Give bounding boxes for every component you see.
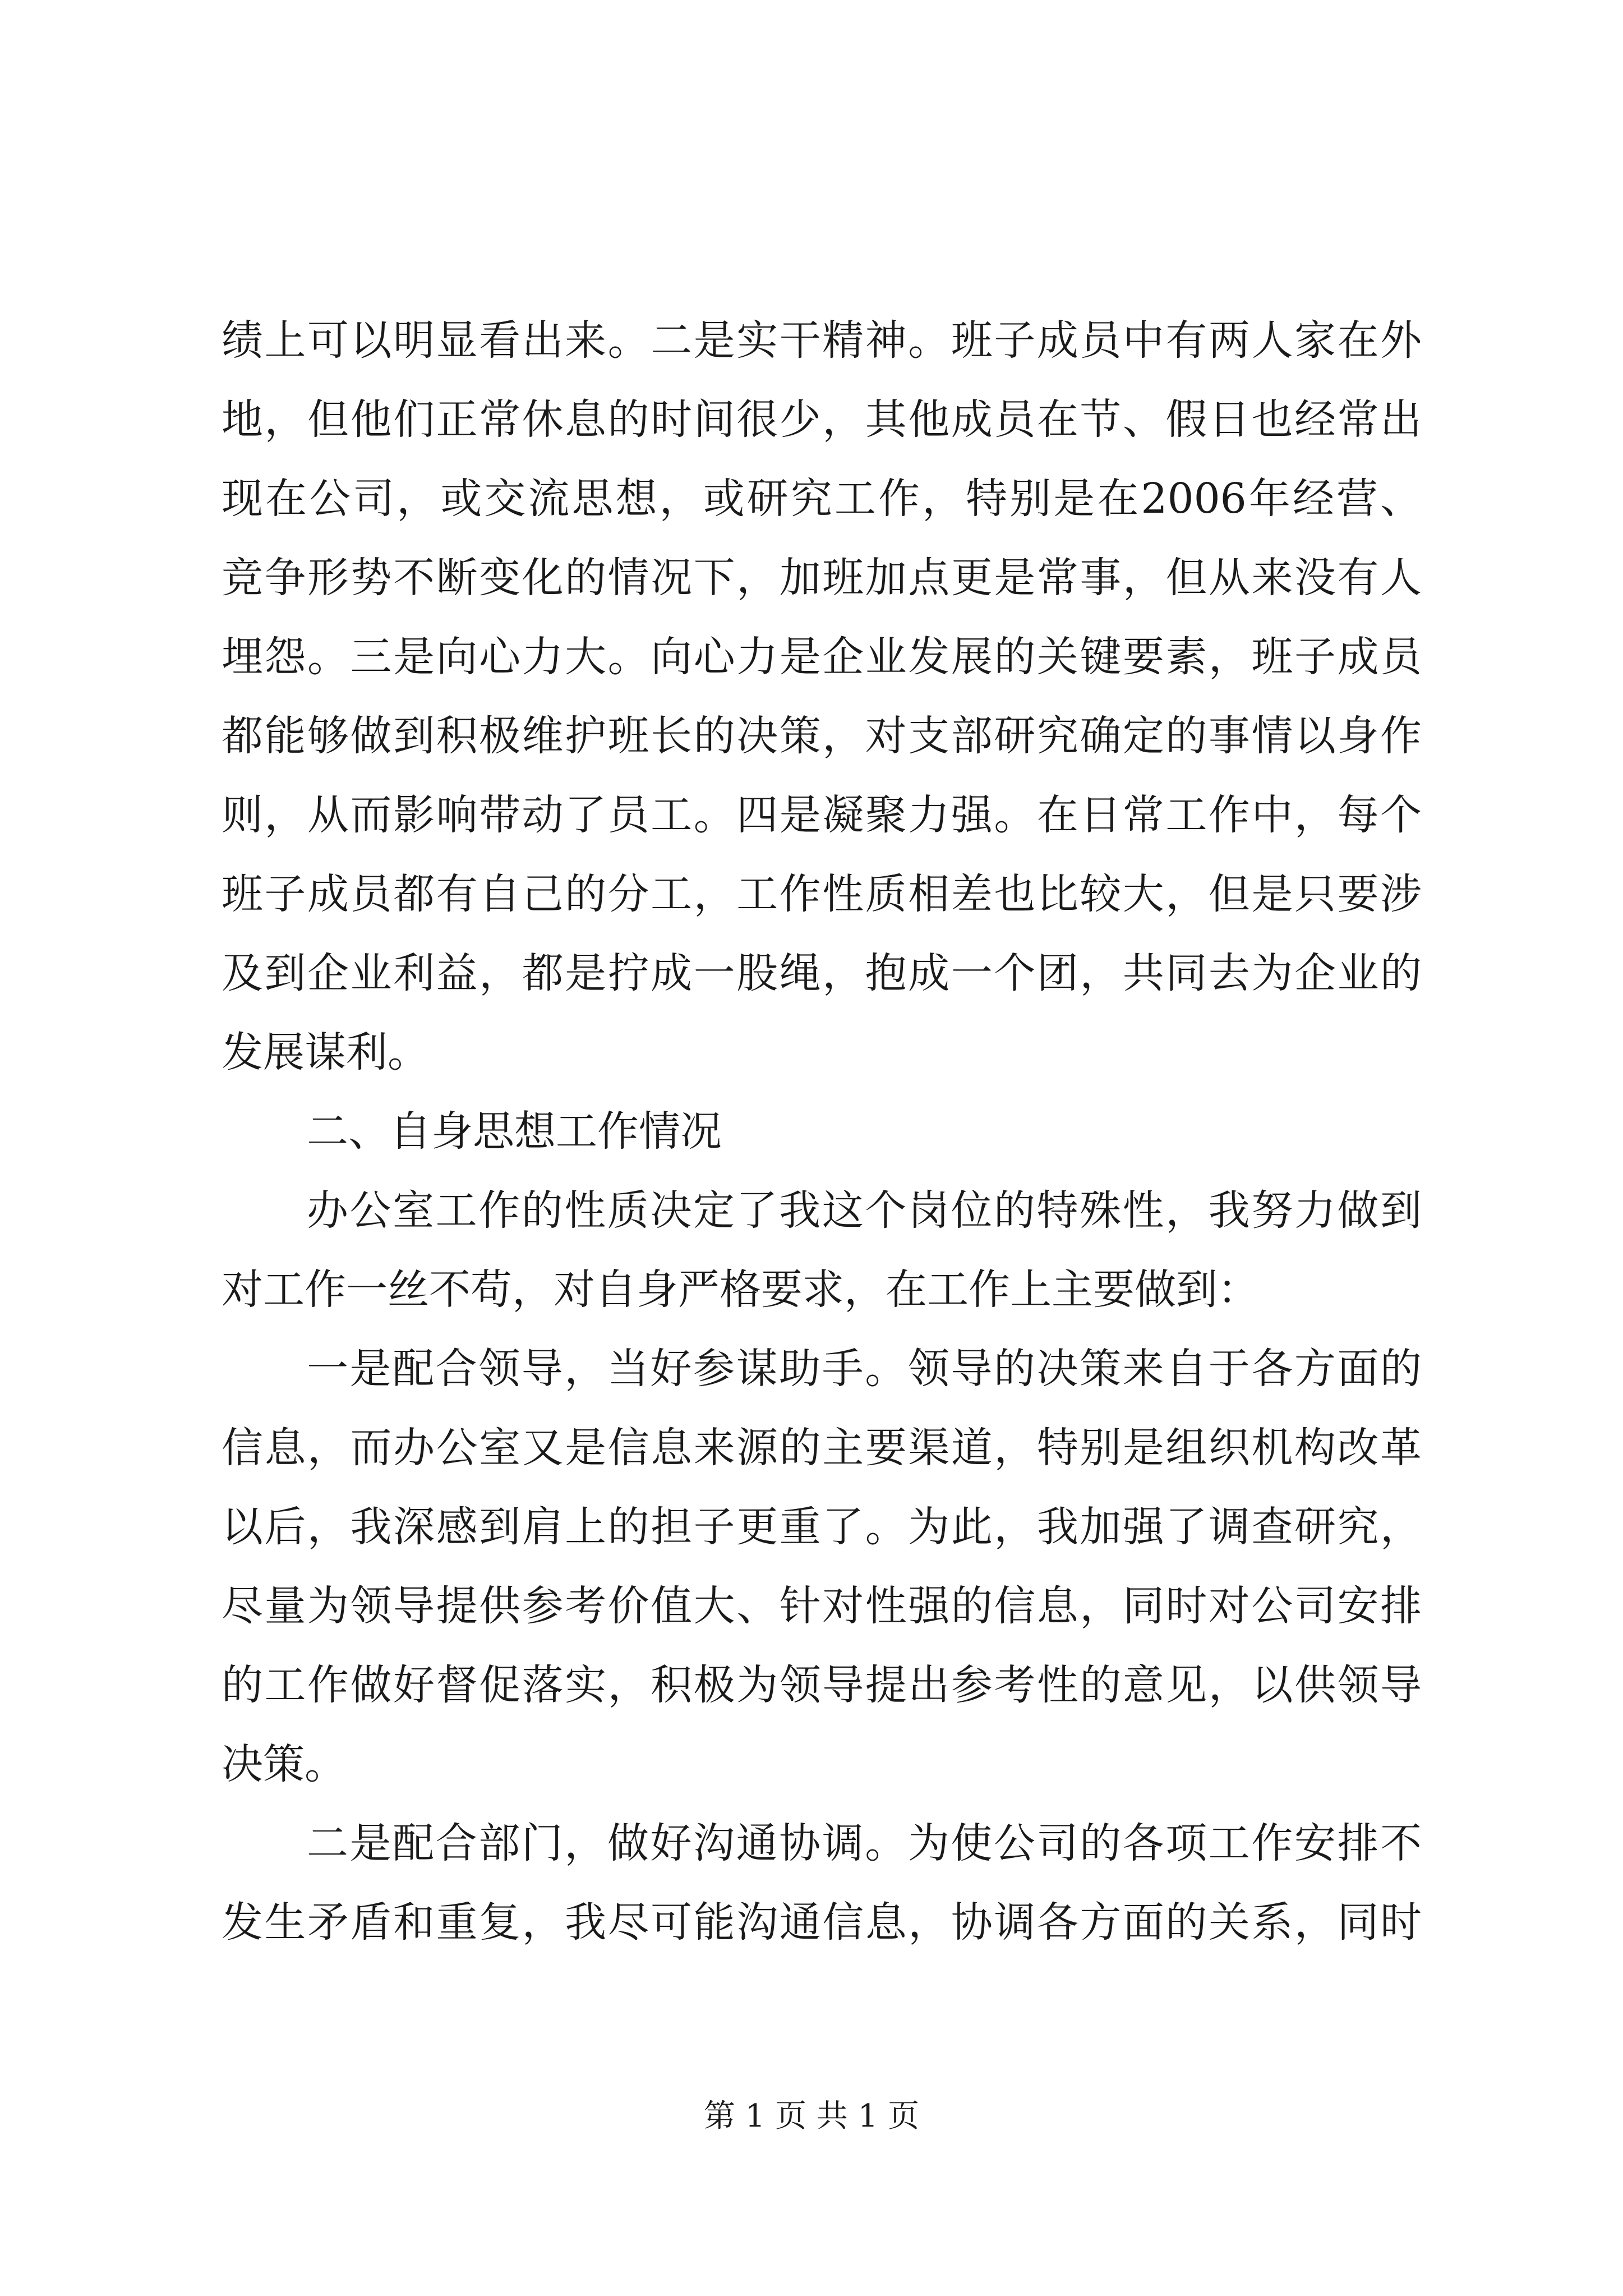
text-line: 决策。 (222, 1740, 346, 1788)
text-line: 对工作一丝不苟，对自身严格要求，在工作上主要做到： (222, 1266, 1259, 1314)
text-line: 现在公司，或交流思想，或研究工作，特别是在2006年经营、 (222, 475, 1422, 523)
text-line: 尽量为领导提供参考价值大、针对性强的信息，同时对公司安排 (222, 1582, 1422, 1630)
text-line: 竞争形势不断变化的情况下，加班加点更是常事，但从来没有人 (222, 554, 1422, 602)
text-line: 二是配合部门，做好沟通协调。为使公司的各项工作安排不 (307, 1819, 1422, 1867)
text-line: 绩上可以明显看出来。二是实干精神。班子成员中有两人家在外 (222, 316, 1422, 365)
text-line: 埋怨。三是向心力大。向心力是企业发展的关键要素，班子成员 (222, 633, 1422, 681)
text-line: 发展谋利。 (222, 1028, 429, 1076)
text-line: 办公室工作的性质决定了我这个岗位的特殊性，我努力做到 (307, 1186, 1422, 1235)
text-line: 的工作做好督促落实，积极为领导提出参考性的意见，以供领导 (222, 1661, 1422, 1709)
text-line: 信息，而办公室又是信息来源的主要渠道，特别是组织机构改革 (222, 1424, 1422, 1472)
section-heading: 二、自身思想工作情况 (307, 1107, 722, 1156)
page-footer: 第 1 页 共 1 页 (703, 2098, 920, 2134)
text-line: 及到企业利益，都是拧成一股绳，抱成一个团，共同去为企业的 (222, 949, 1422, 997)
text-line: 地，但他们正常休息的时间很少，其他成员在节、假日也经常出 (222, 395, 1422, 444)
text-line: 以后，我深感到肩上的担子更重了。为此，我加强了调查研究， (222, 1503, 1422, 1551)
text-line: 发生矛盾和重复，我尽可能沟通信息，协调各方面的关系，同时 (222, 1898, 1422, 1947)
text-line: 班子成员都有自己的分工，工作性质相差也比较大，但是只要涉 (222, 870, 1422, 918)
text-line: 都能够做到积极维护班长的决策，对支部研究确定的事情以身作 (222, 712, 1422, 760)
text-line: 则，从而影响带动了员工。四是凝聚力强。在日常工作中，每个 (222, 791, 1422, 839)
text-line: 一是配合领导，当好参谋助手。领导的决策来自于各方面的 (307, 1345, 1422, 1393)
